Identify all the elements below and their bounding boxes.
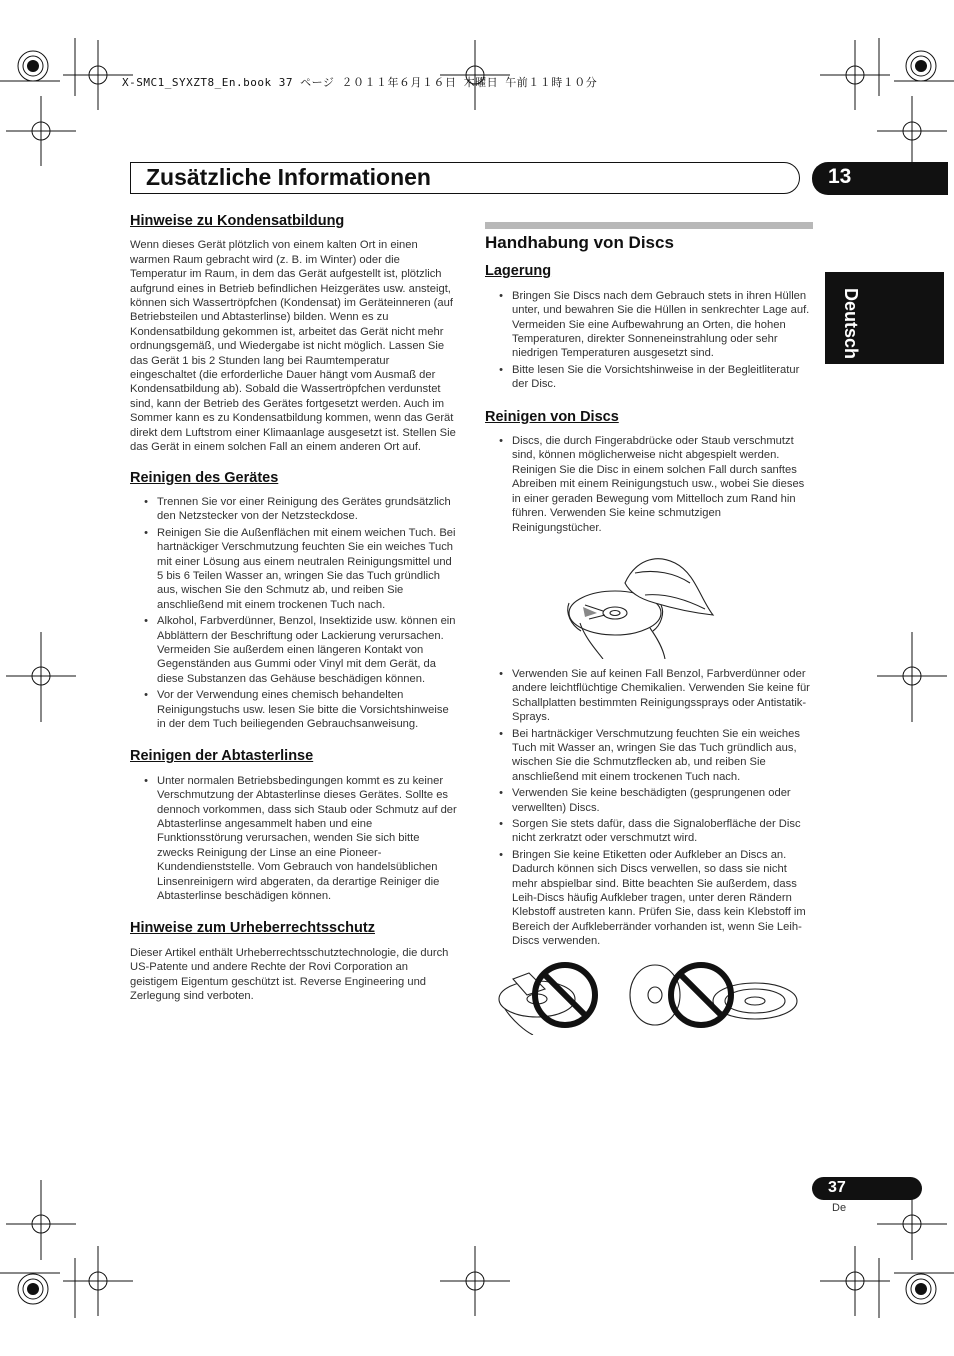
cleaning-discs-list-top (485, 434, 813, 535)
cleaning-lens-list (130, 774, 458, 904)
cleaning-unit-list (130, 495, 458, 732)
copyright-heading: Hinweise zum Urheberrechtsschutz (130, 920, 375, 937)
chapter-number: 13 (812, 162, 948, 195)
list-item: • Reinigen Sie die Außenflächen mit einem weichen Tuch. Bei hartnäckiger Verschmutzung feuchten Sie ein weiches Tuch mit einer Lösung aus einem neutralen Reinigungsmittel und 5 bis 6 Teilen Wasser an, wringen Sie das Tuch gründlich aus, wischen Sie den Schmutz ab, und reiben Sie anschließend mit einem trockenen Tuch nach. (130, 526, 458, 612)
storage-heading: Lagerung (485, 263, 552, 280)
cleaning-discs-heading: Reinigen von Discs (485, 408, 619, 425)
list-item: • Discs, die durch Fingerabdrücke oder Staub verschmutzt sind, können möglicherweise nicht abgespielt werden. Reinigen Sie die Disc in einem solchen Fall durch sanftes Abreiben mit einem Reinigungstuch usw., wobei Sie dieses in einer geraden Bewegung vom Mittelloch zum Rand hin führen. Verwenden Sie keine schmutzigen Reinigungstücher. (485, 434, 813, 535)
list-item: • Bei hartnäckiger Verschmutzung feuchten Sie ein weiches Tuch mit Wasser an, wringen Sie das Tuch gründlich aus, wischen Sie die Schmutzflecken ab, und reiben Sie anschließend mit einem trockenen Tuch nach. (485, 727, 813, 785)
list-item: • Verwenden Sie auf keinen Fall Benzol, Farbverdünner oder andere leichtflüchtige Chemikalien. Verwenden Sie keine für Schallplatten bestimmten Reinigungssprays oder Antistatik-Sprays. (485, 667, 813, 725)
disc-wiping-illustration (485, 543, 813, 659)
cleaning-lens-heading: Reinigen der Abtasterlinse (130, 748, 314, 765)
cleaning-unit-heading: Reinigen des Gerätes (130, 469, 279, 486)
list-item: • Verwenden Sie keine beschädigten (gesprungenen oder verwellten) Discs. (485, 786, 813, 815)
left-column (130, 214, 458, 1020)
condensation-text: Wenn dieses Gerät plötzlich von einem kalten Ort in einen warmen Raum gebracht wird (z. B. im Winter) oder die Temperatur im Raum, in dem das Gerät aufgestellt ist, plötzlich aufgrund eines in Betrieb befindlichen Heizgerätes usw. ansteigt, können sich Wassertröpfchen (Kondensat) im Geräteinneren (auf Betriebsteilen und Abtasterlinse) bilden. Wenn es zu Kondensatbildung gekommen ist, arbeitet das Gerät nicht mehr ordnungsgemäß, und Wiedergabe ist nicht möglich. Lassen Sie das Gerät 1 bis 2 Stunden lang bei Raumtemperatur eingeschaltet (die erforderliche Dauer hängt vom Ausmaß der Kondensatbildung ab). Sobald die Wassertröpfchen verdunstet sind, kann der Betrieb des Gerätes fortgesetzt werden. Auch im Sommer kann es zu Kondensatbildung kommen, wenn das Gerät direkt dem Luftstrom einer Klimaanlage ausgesetzt ist. Stellen Sie das Gerät in einem solchen Fall an einem anderen Ort auf. (130, 239, 456, 454)
list-item: • Bringen Sie keine Etiketten oder Aufkleber an Discs an. Dadurch können sich Discs verwellen, so dass sie nicht mehr abspielbar sind. Bitte beachten Sie außerdem, dass Leih-Discs häufig Aufkleber tragen, unter deren Rändern Klebstoff austreten kann. Prüfen Sie, dass kein Klebstoff im Bereich der Aufkleberränder vorhanden ist, wenn Sie Leih-Discs verwenden. (485, 848, 813, 949)
list-item: • Alkohol, Farbverdünner, Benzol, Insektizide usw. können ein Abblättern der Beschriftung oder Lackierung verursachen. Vermeiden Sie außerdem einen längeren Kontakt von Gegenständen aus Gummi oder Vinyl mit dem Gerät, da diese Substanzen das Gehäuse beschädigen können. (130, 614, 458, 686)
prohibition-illustrations (485, 959, 813, 1035)
list-item: • Unter normalen Betriebsbedingungen kommt es zu keiner Verschmutzung der Abtasterlinse dieses Gerätes. Sollte es dennoch vorkommen, dass sich Staub oder Schmutz auf der Abtasterlinse angesammelt haben und eine Funktionsstörung verursachen, wenden Sie sich bitte zwecks Reinigung der Linse an eine Pioneer-Kundendienststelle. Vom Gebrauch von handelsüblichen Linsenreinigern wird abgeraten, da derartige Reiniger die Abtasterlinse beschädigen können. (130, 774, 458, 904)
disc-handling-title: Handhabung von Discs (485, 233, 674, 252)
list-item: • Trennen Sie vor einer Reinigung des Gerätes grundsätzlich den Netzstecker von der Netzsteckdose. (130, 495, 458, 524)
list-item: • Bitte lesen Sie die Vorsichtshinweise in der Begleitliteratur der Disc. (485, 363, 813, 392)
cleaning-discs-list-bottom (485, 667, 813, 949)
print-header: X-SMC1_SYXZT8_En.book 37 ページ ２０１１年６月１６日 木曜日 午前１１時１０分 (122, 76, 598, 89)
list-item: • Bringen Sie Discs nach dem Gebrauch stets in ihren Hüllen unter, und bewahren Sie die Hüllen in senkrechter Lage auf. Vermeiden Sie eine Aufbewahrung an Orten, die hohen Temperaturen, direkter Sonneneinstrahlung oder sehr niedrigen Temperaturen ausgesetzt sind. (485, 289, 813, 361)
copyright-text: Dieser Artikel enthält Urheberrechtsschutztechnologie, die durch US-Patente und andere Rechte der Rovi Corporation an geistigem Eigentum geschützt ist. Reverse Engineering und Zerlegung sind verboten. (130, 946, 449, 1003)
chapter-title: Zusätzliche Informationen (146, 164, 431, 190)
section-divider (485, 222, 813, 229)
condensation-heading: Hinweise zu Kondensatbildung (130, 213, 345, 229)
page-number: 37 (812, 1177, 922, 1200)
page-language: De (832, 1202, 847, 1214)
right-column (485, 233, 813, 1039)
list-item: • Sorgen Sie stets dafür, dass die Signaloberfläche der Disc nicht zerkratzt oder verschmutzt wird. (485, 817, 813, 846)
language-tab-label: Deutsch (841, 288, 861, 360)
list-item: • Vor der Verwendung eines chemisch behandelten Reinigungstuchs usw. lesen Sie bitte die Vorsichtshinweise in der dem Tuch beiliegenden Gebrauchsanweisung. (130, 688, 458, 731)
storage-list (485, 289, 813, 392)
